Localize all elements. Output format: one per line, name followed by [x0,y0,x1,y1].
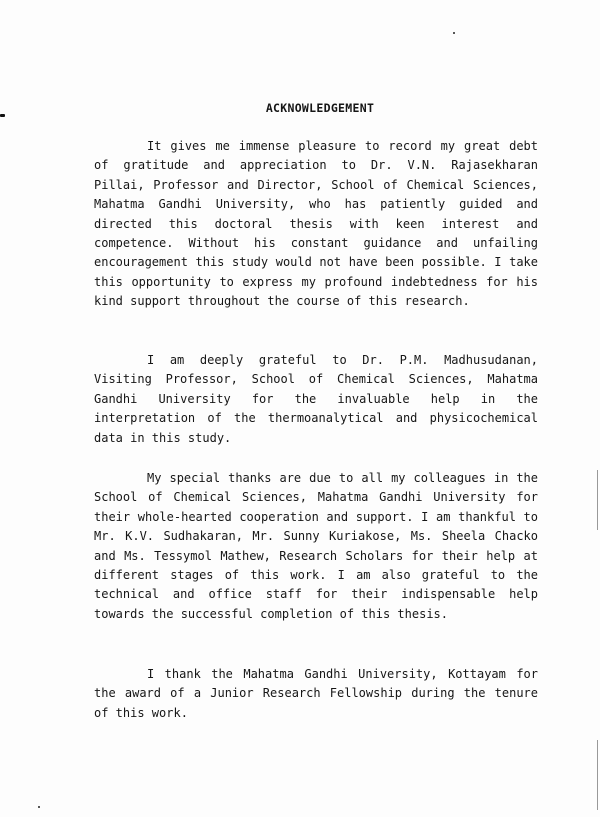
scan-edge-line [597,740,598,810]
scan-speck [38,806,40,808]
scan-edge-line [597,470,598,530]
page-title: ACKNOWLEDGEMENT [265,101,375,115]
paragraph-visiting-professor: I am deeply grateful to Dr. P.M. Madhusudanan, Visiting Professor, School of Chemical Sciences, Mahatma Gandhi University for the invaluable help in the interpretation of the thermoanalytical and physicochemical data in this study. [94,353,538,445]
scan-speck [453,32,455,34]
paragraph-fellowship: I thank the Mahatma Gandhi University, Kottayam for the award of a Junior Research Fellowship during the tenure of this work. [94,667,538,720]
paragraph-supervisor: It gives me immense pleasure to record my great debt of gratitude and appreciation to Dr. V.N. Rajasekharan Pillai, Professor and Director, School of Chemical Sciences, Mahatma Gandhi University, who has patiently guided and directed this doctoral thesis with keen interest and competence. Without his constant guidance and unfailing encouragement this study would not have been possible. I take this opportunity to express my profound indebtedness for his kind support throughout the course of this research. [94,139,538,309]
paragraph-colleagues: My special thanks are due to all my colleagues in the School of Chemical Sciences, Mahatma Gandhi University for their whole-hearted cooperation and support. I am thankful to Mr. K.V. Sudhakaran, Mr. Sunny Kuriakose, Ms. Sheela Chacko and Ms. Tessymol Mathew, Research Scholars for their help at different stages of this work. I am also grateful to the technical and office staff for their indispensable help towards the successful completion of this thesis. [94,471,538,621]
